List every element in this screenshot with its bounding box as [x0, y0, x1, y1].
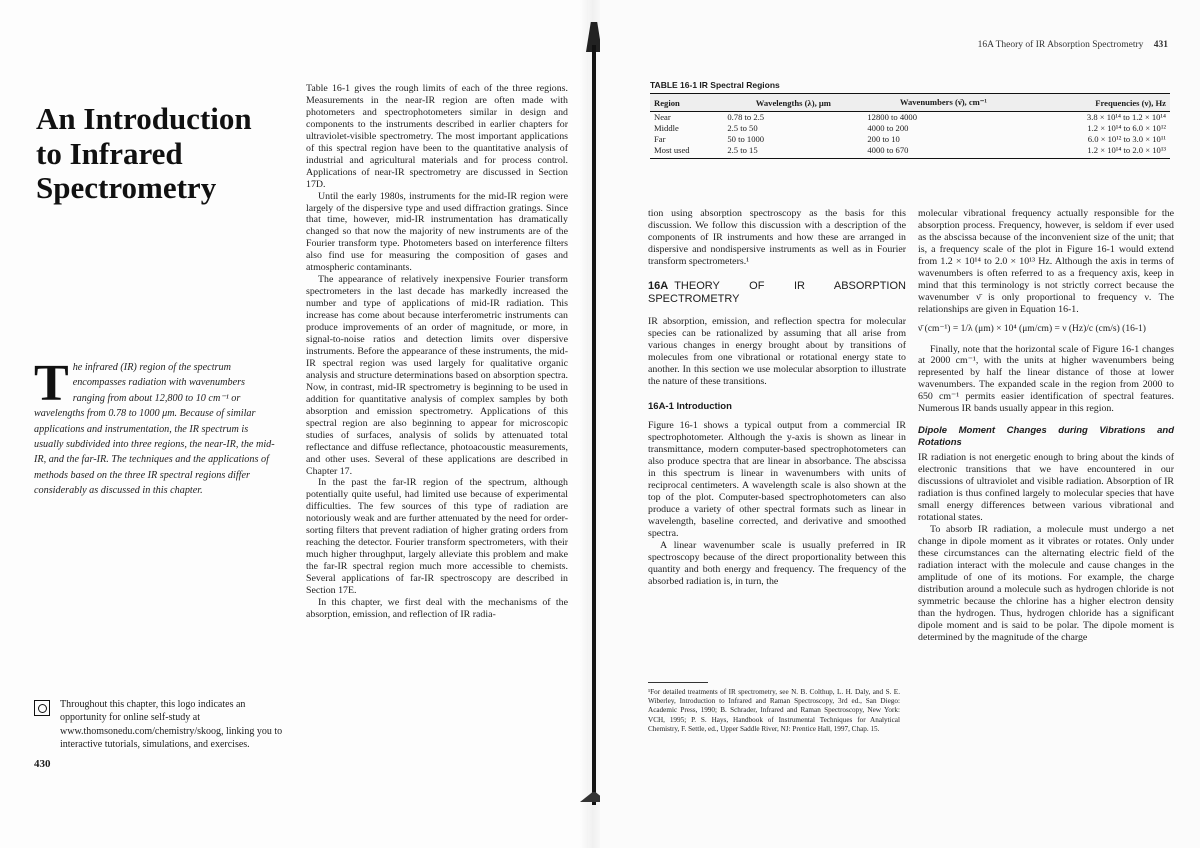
table-cell: 4000 to 670 — [863, 145, 1023, 159]
spine-binding — [592, 45, 596, 805]
footnote — [648, 688, 900, 734]
subsubsection-heading: Dipole Moment Changes during Vibrations and Rotations — [918, 425, 1174, 448]
table-cell: 4000 to 200 — [867, 123, 909, 133]
page-number-left: 430 — [34, 758, 51, 770]
table-cell: Middle — [654, 123, 679, 133]
table-row — [650, 145, 1170, 159]
running-head-title: 16A Theory of IR Absorption Spectrometry — [977, 40, 1144, 50]
logo-note-text: Throughout this chapter, this logo indicates an opportunity for online self-study at www.thomsonedu.com/chemistry/skoog, linking you to interactive tutorials, simulations, and exercises. — [60, 699, 283, 751]
right-page — [600, 0, 1200, 848]
table-row — [650, 123, 1170, 134]
section-number: 16A — [648, 279, 669, 292]
footnote-rule — [648, 682, 708, 683]
paragraph: IR radiation is not energetic enough to bring about the kinds of electronic transitions that we have encountered in our discussions of ultraviolet and visible radiation. Absorption of IR radiation is thus confined largely to molecular species that have small energy differences between various vibrational and rotational states. — [918, 452, 1174, 524]
table-cell: 6.0 × 10¹² to 3.0 × 10¹¹ — [1087, 134, 1166, 144]
ir-regions-table-block — [650, 80, 1170, 159]
paragraph: A linear wavenumber scale is usually preferred in IR spectroscopy because of the direct proportionality between this quantity and both energy and frequency. The frequency of the absorbed radiation is, in turn, the — [648, 540, 906, 587]
left-page — [0, 0, 588, 848]
right-body-column-1 — [648, 208, 906, 588]
table-cell: Near — [654, 112, 671, 122]
paragraph: tion using absorption spectroscopy as the basis for this discussion. We follow this discussion with a description of the components of IR instruments and how these are arranged in dispersive and nondispersive instruments as well as in Fourier transform spectrometers.¹ — [648, 208, 906, 267]
chapter-intro — [34, 355, 278, 499]
table-row — [650, 112, 1170, 124]
table-cell: 2.5 to 50 — [727, 123, 758, 133]
table-cell: Most used — [650, 145, 723, 159]
equation-16-1: ν̄ (cm⁻¹) = 1/λ (μm) × 10⁴ (μm/cm) = ν (Hz)/c (cm/s) (16-1) — [918, 323, 1146, 334]
table-caption: TABLE 16-1 IR Spectral Regions — [650, 80, 780, 90]
table-header-row — [650, 94, 1170, 112]
subsection-heading: 16A-1 Introduction — [648, 401, 732, 413]
paragraph: molecular vibrational frequency actually responsible for the absorption process. Frequency, however, is seldom if ever used as the abscissa because of the inconvenient size of the unit; that is, a frequency scale of the plot in Figure 16-1 would extend from 1.2 × 10¹⁴ to 2.0 × 10¹³ Hz. Although the axis in terms of wavenumbers is often referred to as a frequency axis, keep in mind that this terminology is not strictly correct because the wavenumber ν̄ is only proportional to frequency ν. The relationships are given in Equation 16-1. — [918, 208, 1174, 315]
table-cell: Far — [654, 134, 666, 144]
right-body-column-2 — [918, 208, 1174, 644]
section-heading — [648, 280, 906, 306]
paragraph: In the past the far-IR region of the spectrum, although potentially quite useful, had limited use because of experimental difficulties. The few sources of this type of radiation are notoriously weak and are further attenuated by the need for order-sorting filters that prevent radiation of higher grating orders from reaching the detector. Fourier transform spectrometers, with their much higher throughput, largely alleviate this problem and make the far-IR spectral region much more accessible to chemists. Several applications of far-IR spectroscopy are described in Section 17E. — [306, 477, 568, 597]
left-body-column — [306, 83, 568, 621]
table-header: Region — [650, 94, 723, 112]
paragraph: The appearance of relatively inexpensive Fourier transform spectrometers in the last decade has markedly increased the number and type of applications of mid-IR radiation. This increase has come about because interferometric instruments can produce improvements of an order of magnitude, or more, in signal-to-noise ratios and detection limits over dispersive instruments. Before the appearance of these instruments, the mid-IR spectral region was used largely for qualitative organic analysis and structure determinations based on absorption spectra. Now, in contrast, mid-IR spectrometry is beginning to be used in addition for quantitative analysis of complex samples by both absorption and emission spectrometry. Applications of this spectral region are also beginning to appear for microscopic studies of surfaces, analysis of solids by attenuated total reflectance and diffuse reflectance, photoacoustic measurements, and other uses. Several of these applications are described in Chapter 17. — [306, 274, 568, 477]
section-title: THEORY OF IR ABSORPTION SPECTROMETRY — [648, 279, 906, 305]
paragraph: IR absorption, emission, and reflection spectra for molecular species can be rationalized by assuming that all arise from various changes in energy brought about by transitions of molecules from one vibrational or rotational energy state to another. In this section we use molecular absorption to illustrate the nature of these transitions. — [648, 315, 906, 387]
footnote-text: ¹For detailed treatments of IR spectrometry, see N. B. Colthup, L. H. Daly, and S. E. Wiberley, Introduction to Infrared and Raman Spectroscopy, 3rd ed., San Diego: Academic Press, 1990; B. Schrader, Infrared and Raman Spectroscopy, New York: VCH, 1995; P. S. Hays, Handbook of Instrumental Techniques for Analytical Chemistry, F. Settle, ed., Upper Saddle River, NJ: Prentice Hall, 1997, Chap. 15. — [648, 688, 900, 733]
table-cell: 1.2 × 10¹⁴ to 2.0 × 10¹³ — [1023, 145, 1170, 159]
table-header: Wavelengths (λ), μm — [723, 94, 863, 112]
paragraph: Until the early 1980s, instruments for the mid-IR region were largely of the dispersive type and used diffraction gratings. Since that time, however, mid-IR instrumentation has dramatically changed so that now the majority of new instruments are of the Fourier transform type. Photometers based on interference filters also find use for measuring the composition of gases and atmospheric contaminants. — [306, 190, 568, 274]
paragraph: Figure 16-1 shows a typical output from a commercial IR spectrophotometer. Although the y-axis is shown as linear in transmittance, modern computer-based spectrophotometers can also produce spectra that are linear in absorbance. The abscissa in this spectrum is linear in wavenumbers with units of reciprocal centimeters. A wavelength scale is also shown at the top of the plot. Computer-based spectrophotometers can also produce a variety of other spectral formats such as linear in wavelength, baseline corrected, and derivative and smoothed spectra. — [648, 420, 906, 540]
paragraph: Table 16-1 gives the rough limits of each of the three regions. Measurements in the near-IR region are often made with photometers and spectrophotometers similar in design and components to the instruments described in earlier chapters for ultraviolet-visible spectrometry. The most important applications of this spectral region have been to the quantitative analysis of industrial and agricultural materials and for process control. Applications of near-IR spectrometry are discussed in Section 17D. — [306, 83, 568, 190]
table-cell: 1.2 × 10¹⁴ to 6.0 × 10¹² — [1087, 123, 1166, 133]
paragraph: To absorb IR radiation, a molecule must undergo a net change in dipole moment as it vibrates or rotates. Only under these circumstances can the alternating electric field of the radiation interact with the molecule and cause changes in the amplitude of one of its motions. For example, the charge distribution around a molecule such as hydrogen chloride is not symmetric because the chlorine has a higher electron density than the hydrogen. Thus, hydrogen chloride has a significant dipole moment and is said to be polar. The dipole moment is determined by the magnitude of the charge — [918, 523, 1174, 643]
chapter-title: An Introduction to Infrared Spectrometry — [36, 101, 252, 206]
table-cell: 50 to 1000 — [727, 134, 765, 144]
table-cell: 0.78 to 2.5 — [727, 112, 765, 122]
drop-cap: T — [34, 355, 69, 412]
table-header: Wavenumbers (ν̄), cm⁻¹ — [863, 94, 1023, 112]
running-head — [978, 40, 1168, 50]
table-cell: 2.5 to 15 — [723, 145, 863, 159]
ir-regions-table — [650, 93, 1170, 159]
page-number-right: 431 — [1153, 40, 1168, 50]
table-cell: 12800 to 4000 — [867, 112, 918, 122]
cd-logo-icon — [34, 700, 50, 716]
table-cell: 3.8 × 10¹⁴ to 1.2 × 10¹⁴ — [1086, 112, 1166, 122]
paragraph: Finally, note that the horizontal scale of Figure 16-1 changes at 2000 cm⁻¹, with the units at higher wavenumbers being represented by half the linear distance of those at lower wavenumbers. The expanded scale in the region from 2000 to 650 cm⁻¹ permits easier identification of spectral features. Numerous IR bands usually appear in this region. — [918, 343, 1174, 415]
online-study-note — [34, 698, 284, 752]
table-header: Frequencies (ν), Hz — [1023, 94, 1170, 112]
intro-text: he infrared (IR) region of the spectrum encompasses radiation with wavenumbers ranging from about 12,800 to 10 cm⁻¹ or wavelengths from 0.78 to 1000 μm. Because of similar applications and instrumentation, the IR spectrum is usually subdivided into three regions, the near-IR, the mid-IR, and the far-IR. The techniques and the applications of methods based on the three IR spectral regions differ considerably as discussed in this chapter. — [34, 362, 275, 497]
table-cell: 200 to 10 — [867, 134, 900, 144]
paragraph: In this chapter, we first deal with the mechanisms of the absorption, emission, and reflection of IR radia- — [306, 596, 568, 620]
table-row — [650, 134, 1170, 145]
